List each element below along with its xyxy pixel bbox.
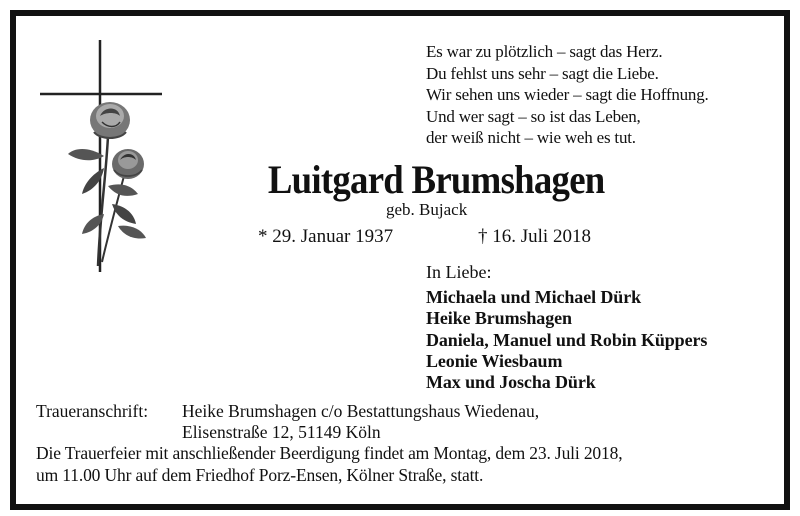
mourners-intro: In Liebe: [426,262,492,282]
address-label: Traueranschrift: [36,401,149,421]
service-line: Die Trauerfeier mit anschließender Beerdigung findet am Montag, dem 23. Juli 2018, [36,443,623,463]
funeral-service-info [36,443,776,486]
poem [426,41,709,149]
poem-line: Und wer sagt – so ist das Leben, [426,106,641,126]
address-line: Elisenstraße 12, 51149 Köln [182,422,381,442]
poem-line: Wir sehen uns wieder – sagt die Hoffnung. [426,85,709,104]
poem-line: Es war zu plötzlich – sagt das Herz. [426,42,663,61]
birth-date: * 29. Januar 1937 [258,226,394,247]
mourner-name: Max und Joscha Dürk [426,372,596,393]
poem-line: der weiß nicht – wie weh es tut. [426,128,636,147]
mourner-name: Heike Brumshagen [426,308,572,329]
maiden-name: geb. Bujack [386,200,468,219]
obituary-notice [10,10,790,510]
mourning-address [182,401,539,443]
death-date: † 16. Juli 2018 [478,226,591,247]
address-line: Heike Brumshagen c/o Bestattungshaus Wiedenau, [182,401,540,421]
service-line: um 11.00 Uhr auf dem Friedhof Porz-Ensen, Kölner Straße, statt. [36,464,484,485]
mourners-list [426,287,707,393]
mourner-name: Daniela, Manuel und Robin Küppers [426,329,708,350]
mourner-name: Michaela und Michael Dürk [426,287,642,307]
poem-line: Du fehlst uns sehr – sagt die Liebe. [426,63,659,83]
deceased-name: Luitgard Brumshagen [267,157,605,202]
mourner-name: Leonie Wiesbaum [426,350,563,371]
